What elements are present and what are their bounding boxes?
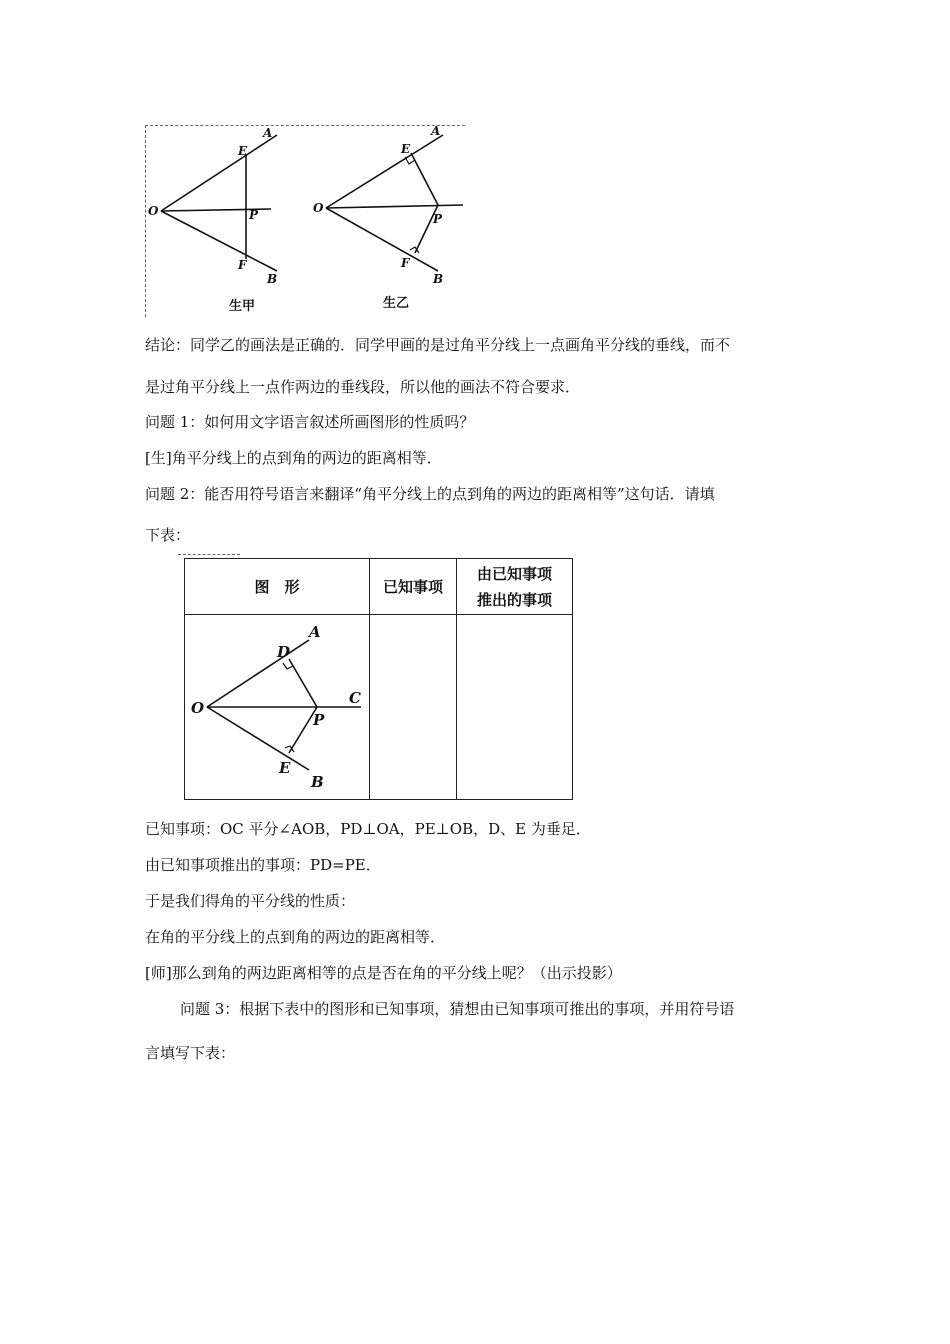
table-scan-mark — [178, 554, 240, 555]
label-o: O — [191, 699, 205, 717]
bisector-right — [326, 205, 463, 208]
header-figure: 图 形 — [185, 559, 370, 615]
student-answer: [生]角平分线上的点到角的两边的距离相等． — [145, 449, 442, 467]
label-a-right: A — [431, 124, 441, 138]
ray-oa-left — [161, 135, 277, 211]
question-3-line-2: 言填写下表： — [145, 1044, 236, 1062]
label-o-left: O — [148, 204, 159, 218]
label-c: C — [349, 689, 361, 707]
ray-oa-right — [326, 135, 443, 208]
label-a: A — [309, 623, 321, 641]
caption-student-b: 生乙 — [383, 296, 410, 311]
conclusion-line-1: 结论：同学乙的画法是正确的．同学甲画的是过角平分线上一点画角平分线的垂线，而不 — [145, 336, 731, 354]
label-a-left: A — [263, 126, 273, 140]
segment-pd — [289, 659, 317, 707]
deduced-facts: 由已知事项推出的事项：PD=PE． — [145, 856, 381, 874]
header-known: 已知事项 — [370, 559, 457, 615]
known-facts: 已知事项：OC 平分∠AOB，PD⊥OA，PE⊥OB，D、E 为垂足． — [145, 820, 591, 838]
table-header-row — [185, 559, 573, 615]
header-deduced — [457, 559, 573, 615]
label-b: B — [311, 773, 324, 791]
label-b-right: B — [433, 272, 444, 286]
fill-in-table — [184, 558, 573, 800]
label-p-right: P — [433, 212, 443, 226]
label-o-right: O — [313, 201, 324, 215]
question-1: 问题 1：如何用文字语言叙述所画图形的性质吗？ — [145, 413, 475, 431]
figure-cell — [185, 615, 370, 800]
two-student-drawings — [143, 123, 468, 318]
ray-ob-left — [161, 211, 277, 271]
label-p: P — [313, 711, 325, 729]
question-3-line-1: 问题 3：根据下表中的图形和已知事项，猜想由已知事项可推出的事项，并用符号语 — [180, 1000, 735, 1018]
header-deduced-line-2: 推出的事项 — [476, 590, 552, 609]
label-e-right: E — [401, 142, 411, 156]
label-e: E — [279, 759, 291, 777]
label-f-left: F — [238, 258, 247, 272]
property-intro: 于是我们得角的平分线的性质： — [145, 892, 356, 910]
label-d: D — [277, 643, 291, 661]
ray-oa — [207, 640, 309, 707]
caption-student-a: 生甲 — [229, 299, 256, 314]
bisector-property-figure — [185, 615, 369, 795]
teacher-question: [师]那么到角的两边距离相等的点是否在角的平分线上呢？（出示投影） — [145, 964, 622, 982]
label-f-right: F — [401, 256, 410, 270]
conclusion-line-2: 是过角平分线上一点作两边的垂线段，所以他的画法不符合要求． — [145, 378, 581, 396]
header-deduced-line-1: 由已知事项 — [476, 564, 552, 583]
label-b-left: B — [267, 272, 278, 286]
question-2-line-1: 问题 2：能否用符号语言来翻译“角平分线上的点到角的两边的距离相等”这句话．请填 — [145, 485, 715, 503]
label-e-left: E — [238, 144, 248, 158]
known-cell-empty — [370, 615, 457, 800]
table-body-row — [185, 615, 573, 800]
property-statement: 在角的平分线上的点到角的两边的距离相等． — [145, 928, 446, 946]
ray-ob — [207, 707, 309, 770]
segment-pe-right — [411, 153, 438, 205]
deduced-cell-empty — [457, 615, 573, 800]
label-p-left: P — [249, 208, 259, 222]
angle-bisector-figures — [143, 123, 468, 318]
question-2-line-2: 下表： — [145, 526, 191, 544]
